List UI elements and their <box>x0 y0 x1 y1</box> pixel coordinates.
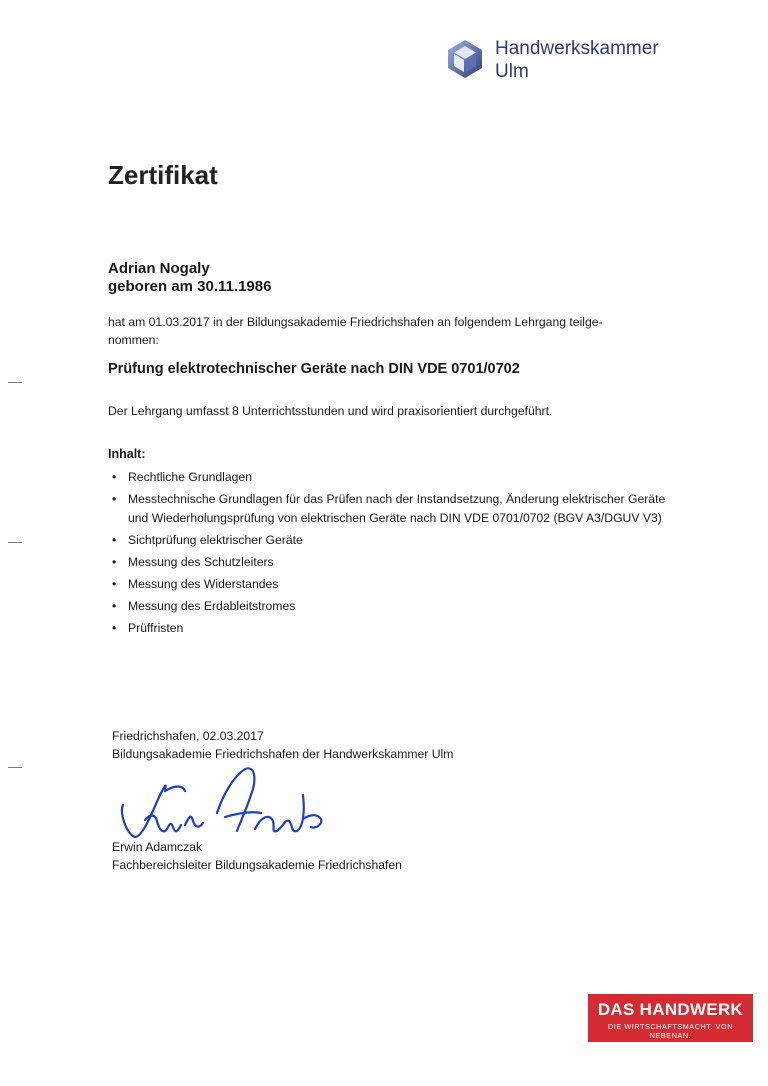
bullet-icon: • <box>112 598 117 613</box>
bullet-icon: • <box>112 532 117 547</box>
bullet-icon: • <box>112 576 117 591</box>
content-heading: Inhalt: <box>108 447 146 461</box>
list-item-text: Prüffristen <box>128 620 184 635</box>
list-item-text: Messung des Schutzleiters <box>128 554 274 569</box>
list-item <box>108 553 688 572</box>
list-item <box>108 619 688 638</box>
list-item <box>108 597 688 616</box>
hwk-cube-logo-icon <box>444 38 486 80</box>
list-item <box>108 575 688 594</box>
badge-title: DAS HANDWERK <box>597 1000 744 1019</box>
course-scope: Der Lehrgang umfasst 8 Unterrichtsstunden und wird praxisorientiert durchgeführt. <box>108 404 553 418</box>
list-item-text: Messtechnische Grundlagen für das Prüfen nach der Instandsetzung, Änderung elektrischer Geräte und Wiederholungsprüfung von elektrischen Geräte nach DIN VDE 0701/0702 (BGV A3/DGUV V3) <box>128 492 666 525</box>
list-item-text: Rechtliche Grundlagen <box>128 470 252 484</box>
organization-name <box>495 37 659 83</box>
participation-text <box>108 313 648 349</box>
bullet-icon: • <box>112 470 117 484</box>
list-item-text: Messung des Widerstandes <box>128 576 279 591</box>
issuer: Bildungsakademie Friedrichshafen der Handwerkskammer Ulm <box>112 747 454 761</box>
das-handwerk-logo <box>588 994 753 1042</box>
badge-subtitle: DIE WIRTSCHAFTSMACHT. VON NEBENAN. <box>607 1022 734 1040</box>
bullet-icon: • <box>112 554 117 569</box>
list-item <box>108 468 688 487</box>
organization-name-line2: Ulm <box>495 61 529 82</box>
participation-text-line: hat am 01.03.2017 in der Bildungsakademie Friedrichshafen an folgendem Lehrgang teilge- <box>108 315 603 329</box>
margin-mark <box>8 382 22 383</box>
list-item-text: Messung des Erdableitstromes <box>128 598 296 613</box>
recipient-birthdate: geboren am 30.11.1986 <box>108 278 272 295</box>
signer-block <box>112 838 402 874</box>
margin-mark <box>8 542 22 543</box>
certificate-title: Zertifikat <box>108 160 218 190</box>
margin-mark <box>8 767 22 768</box>
list-item <box>108 490 676 527</box>
signer-role: Fachbereichsleiter Bildungsakademie Friedrichshafen <box>112 858 402 872</box>
bullet-icon: • <box>112 620 117 635</box>
participation-text-line: nommen: <box>108 333 159 347</box>
course-title: Prüfung elektrotechnischer Geräte nach DIN VDE 0701/0702 <box>108 361 520 377</box>
recipient-name: Adrian Nogaly <box>108 260 210 277</box>
place-date: Friedrichshafen, 02.03.2017 <box>112 729 264 743</box>
content-list <box>108 468 688 641</box>
bullet-icon: • <box>112 492 117 506</box>
organization-name-line1: Handwerkskammer <box>495 38 659 59</box>
list-item-text: Sichtprüfung elektrischer Geräte <box>128 532 303 547</box>
signer-name: Erwin Adamczak <box>112 840 203 854</box>
list-item <box>108 531 688 550</box>
